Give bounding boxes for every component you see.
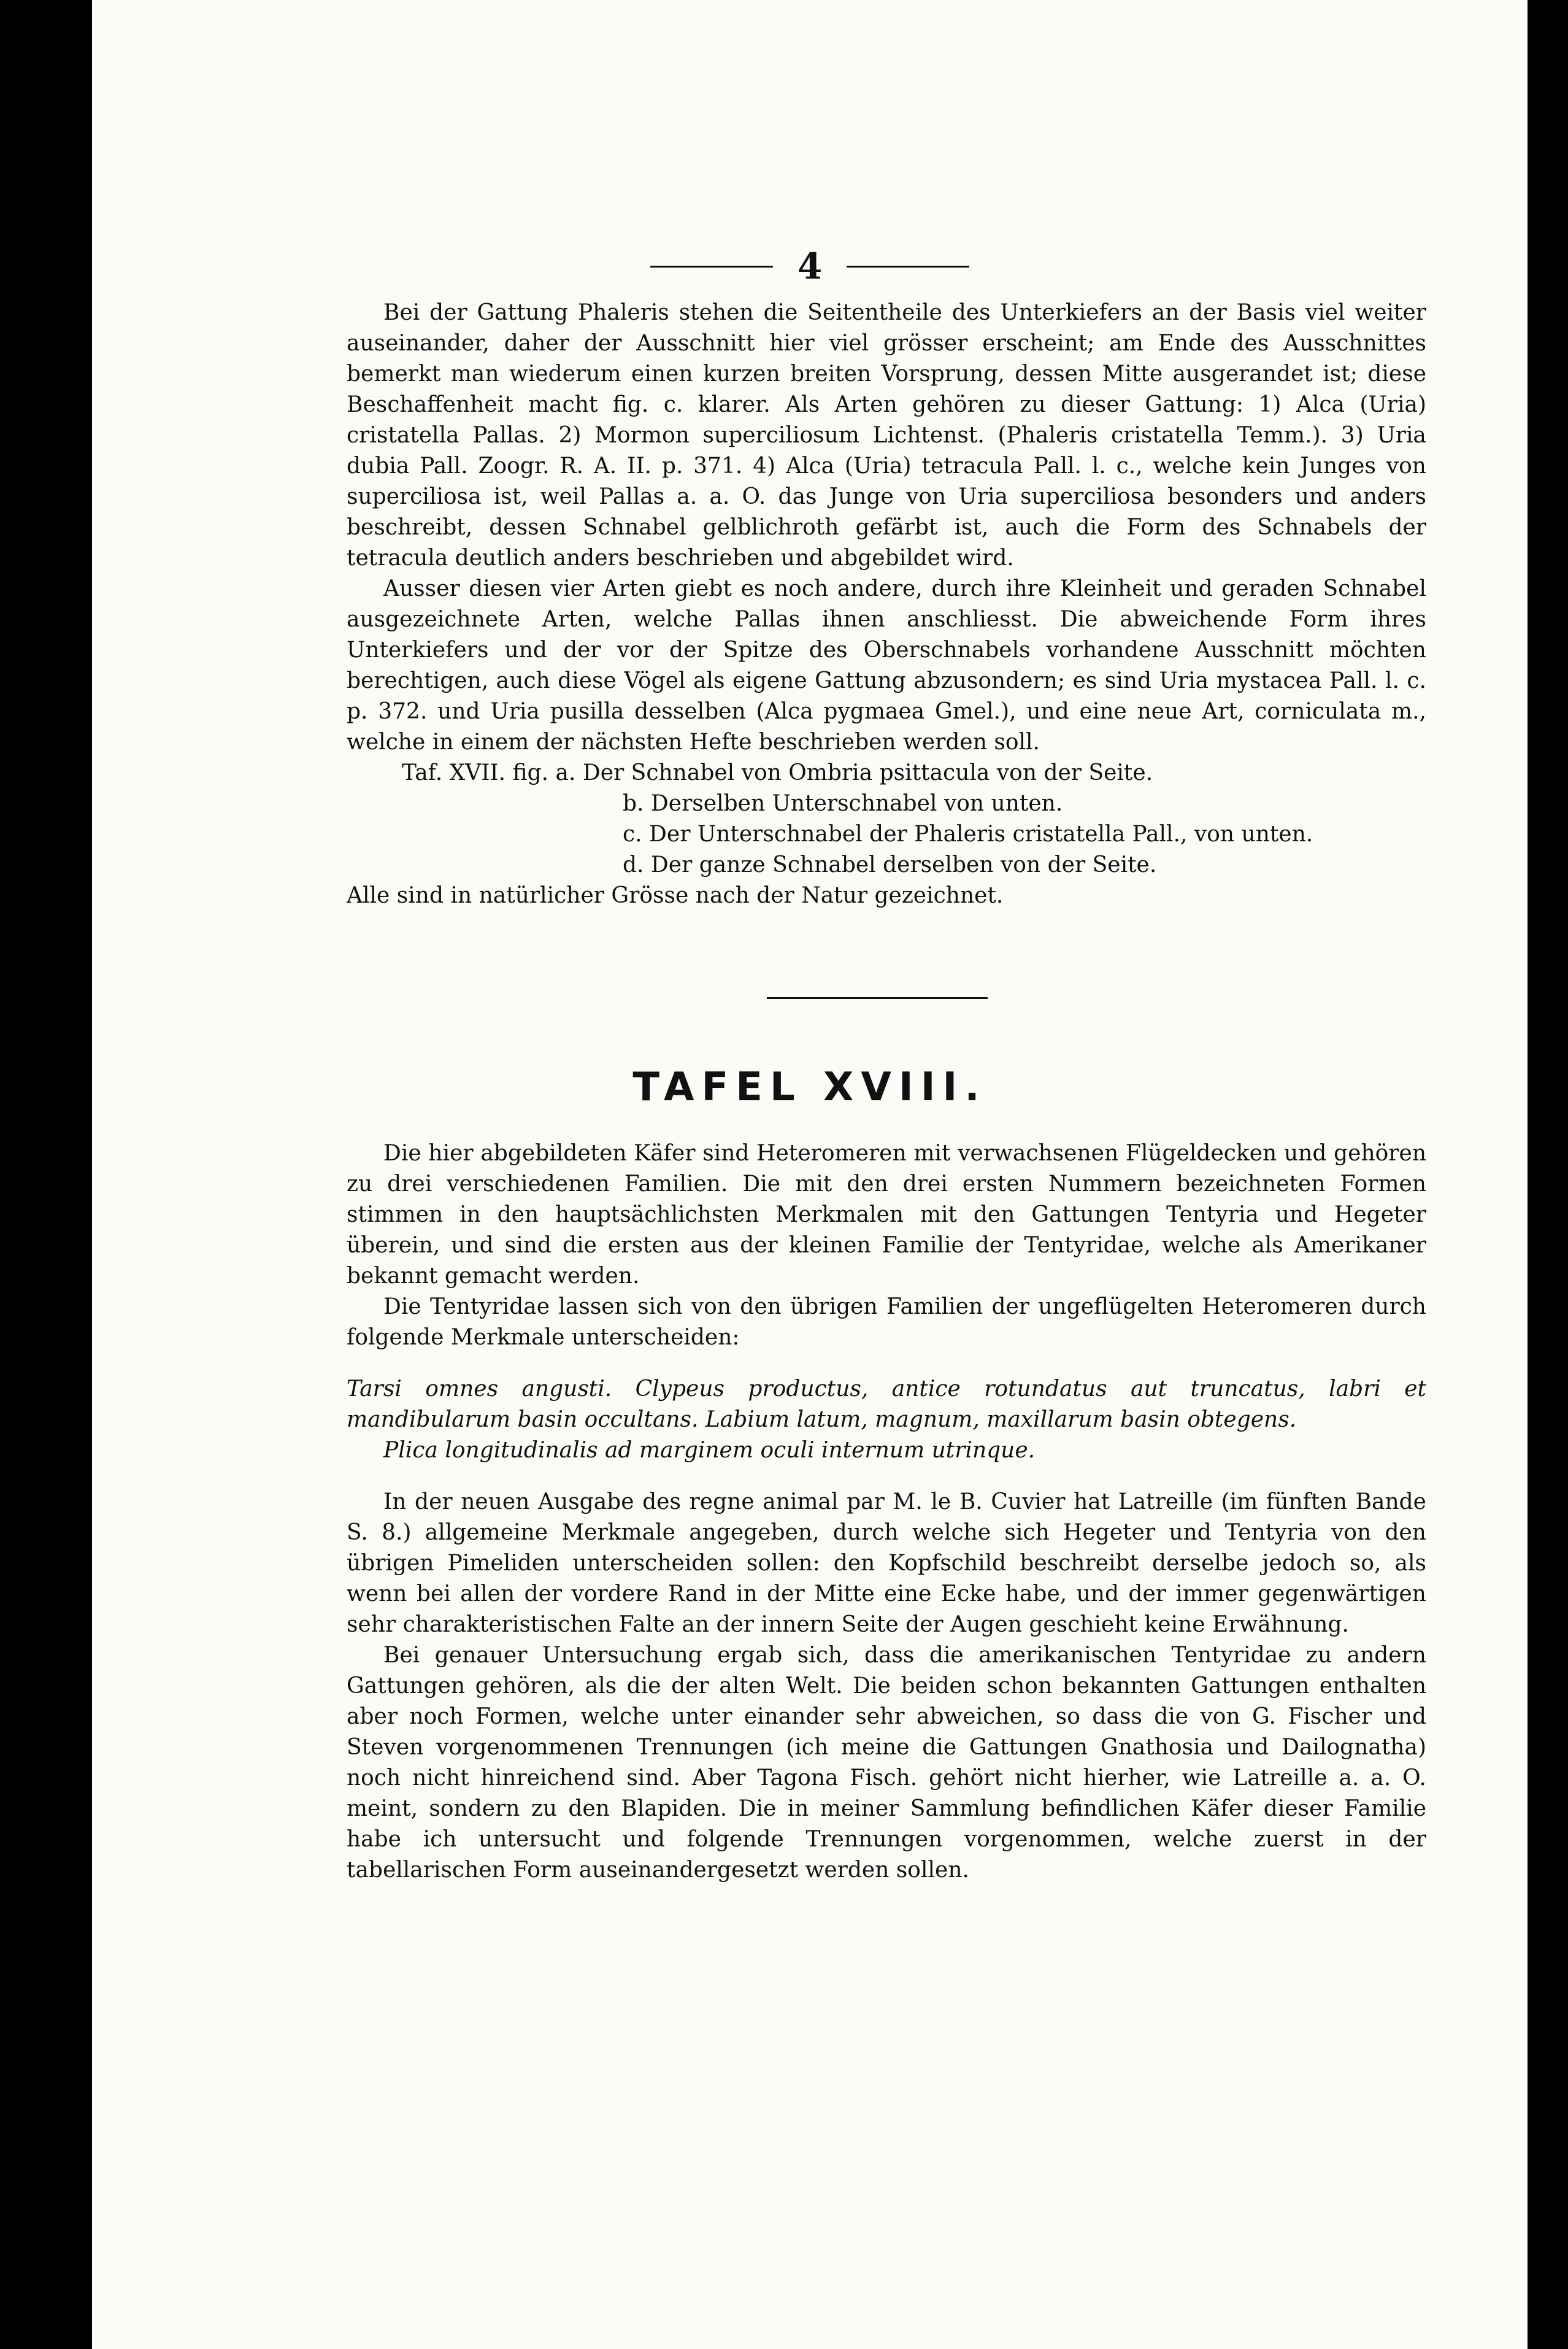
paragraph: Bei genauer Untersuchung ergab sich, dass die amerikanischen Tentyridae zu andern Gattungen gehören, als die der alten Welt. Die beiden schon bekannten Gattungen enthalten aber noch Formen, welche unter einander sehr abweichen, so dass die von G. Fischer und Steven vorgenommenen Trennungen (ich meine die Gattungen Gnathosia und Dailognatha) noch nicht hinreichend sind. Aber Tagona Fisch. gehört nicht hierher, wie Latreille a. a. O. meint, sondern zu den Blapiden. Die in meiner Sammlung befindlichen Käfer dieser Familie habe ich untersucht und folgende Trennungen vorgenommen, welche zuerst in der tabellarischen Form auseinandergesetzt werden sollen.: [347, 1643, 1426, 1883]
section-divider: [767, 997, 988, 999]
page-header: [92, 245, 1528, 287]
latin-diagnosis: [347, 1374, 1426, 1466]
plate-title: TAFEL XVIII.: [632, 1065, 987, 1110]
paragraph: Die hier abgebildeten Käfer sind Heteromeren mit verwachsenen Flügeldecken und gehören zu drei verschiedenen Familien. Die mit den drei ersten Nummern bezeichneten Formen stimmen in den hauptsächlichsten Merkmalen mit den Gattungen Tentyria und Hegeter überein, und sind die ersten aus der kleinen Familie der Tentyridae, welche als Amerikaner bekannt gemacht werden.: [347, 1141, 1426, 1289]
book-page: [92, 0, 1528, 2349]
figure-caption: b. Derselben Unterschnabel von unten.: [623, 791, 1063, 816]
paragraph: Ausser diesen vier Arten giebt es noch andere, durch ihre Kleinheit und geraden Schnabel ausgezeichnete Arten, welche Pallas ihnen anschliesst. Die abweichende Form ihres Unterkiefers und der vor der Spitze des Oberschnabels vorhandene Ausschnitt möchten berechtigen, auch diese Vögel als eigene Gattung abzusondern; es sind Uria mystacea Pall. l. c. p. 372. und Uria pusilla desselben (Alca pygmaea Gmel.), und eine neue Art, corniculata m., welche in einem der nächsten Hefte beschrieben werden soll.: [347, 576, 1426, 755]
paragraph: Bei der Gattung Phaleris stehen die Seitentheile des Unterkiefers an der Basis viel weiter auseinander, daher der Ausschnitt hier viel grösser erscheint; am Ende des Ausschnittes bemerkt man wiederum einen kurzen breiten Vorsprung, dessen Mitte ausgerandet ist; diese Beschaffenheit macht fig. c. klarer. Als Arten gehören zu dieser Gattung: 1) Alca (Uria) cristatella Pallas. 2) Mormon superciliosum Lichtenst. (Phaleris cristatella Temm.). 3) Uria dubia Pall. Zoogr. R. A. II. p. 371. 4) Alca (Uria) tetracula Pall. l. c., welche kein Junges von superciliosa ist, weil Pallas a. a. O. das Junge von Uria superciliosa besonders und anders beschreibt, dessen Schnabel gelblichroth gefärbt ist, auch die Form des Schnabels der tetracula deutlich anders beschrieben und abgebildet wird.: [347, 300, 1426, 571]
section-tafel-xviii: [347, 1138, 1426, 1886]
section-phaleris: [347, 298, 1426, 911]
header-rule-right: [847, 266, 969, 268]
paragraph: In der neuen Ausgabe des regne animal par M. le B. Cuvier hat Latreille (im fünften Bande S. 8.) allgemeine Merkmale angegeben, durch welche sich Hegeter und Tentyria von den übrigen Pimeliden unterscheiden sollen: den Kopfschild beschreibt derselbe jedoch so, als wenn bei allen der vordere Rand in der Mitte eine Ecke habe, und der immer gegenwärtigen sehr charakteristischen Falte an der innern Seite der Augen geschieht keine Erwähnung.: [347, 1489, 1426, 1637]
header-rule-left: [650, 266, 773, 268]
figure-caption: d. Der ganze Schnabel derselben von der Seite.: [623, 852, 1157, 878]
latin-line: Tarsi omnes angusti. Clypeus productus, antice rotundatus aut truncatus, labri et mandibularum basin occultans. Labium latum, magnum, maxillarum basin obtegens.: [347, 1376, 1426, 1432]
latin-line: Plica longitudinalis ad marginem oculi internum utrinque.: [383, 1438, 1036, 1463]
figure-caption: Taf. XVII. fig. a. Der Schnabel von Ombria psittacula von der Seite.: [402, 760, 1153, 785]
page-number: 4: [797, 245, 823, 287]
paragraph: Alle sind in natürlicher Grösse nach der Natur gezeichnet.: [347, 883, 1004, 908]
paragraph: Die Tentyridae lassen sich von den übrigen Familien der ungeflügelten Heteromeren durch folgende Merkmale unterscheiden:: [347, 1294, 1426, 1350]
figure-caption: c. Der Unterschnabel der Phaleris cristatella Pall., von unten.: [623, 822, 1313, 847]
